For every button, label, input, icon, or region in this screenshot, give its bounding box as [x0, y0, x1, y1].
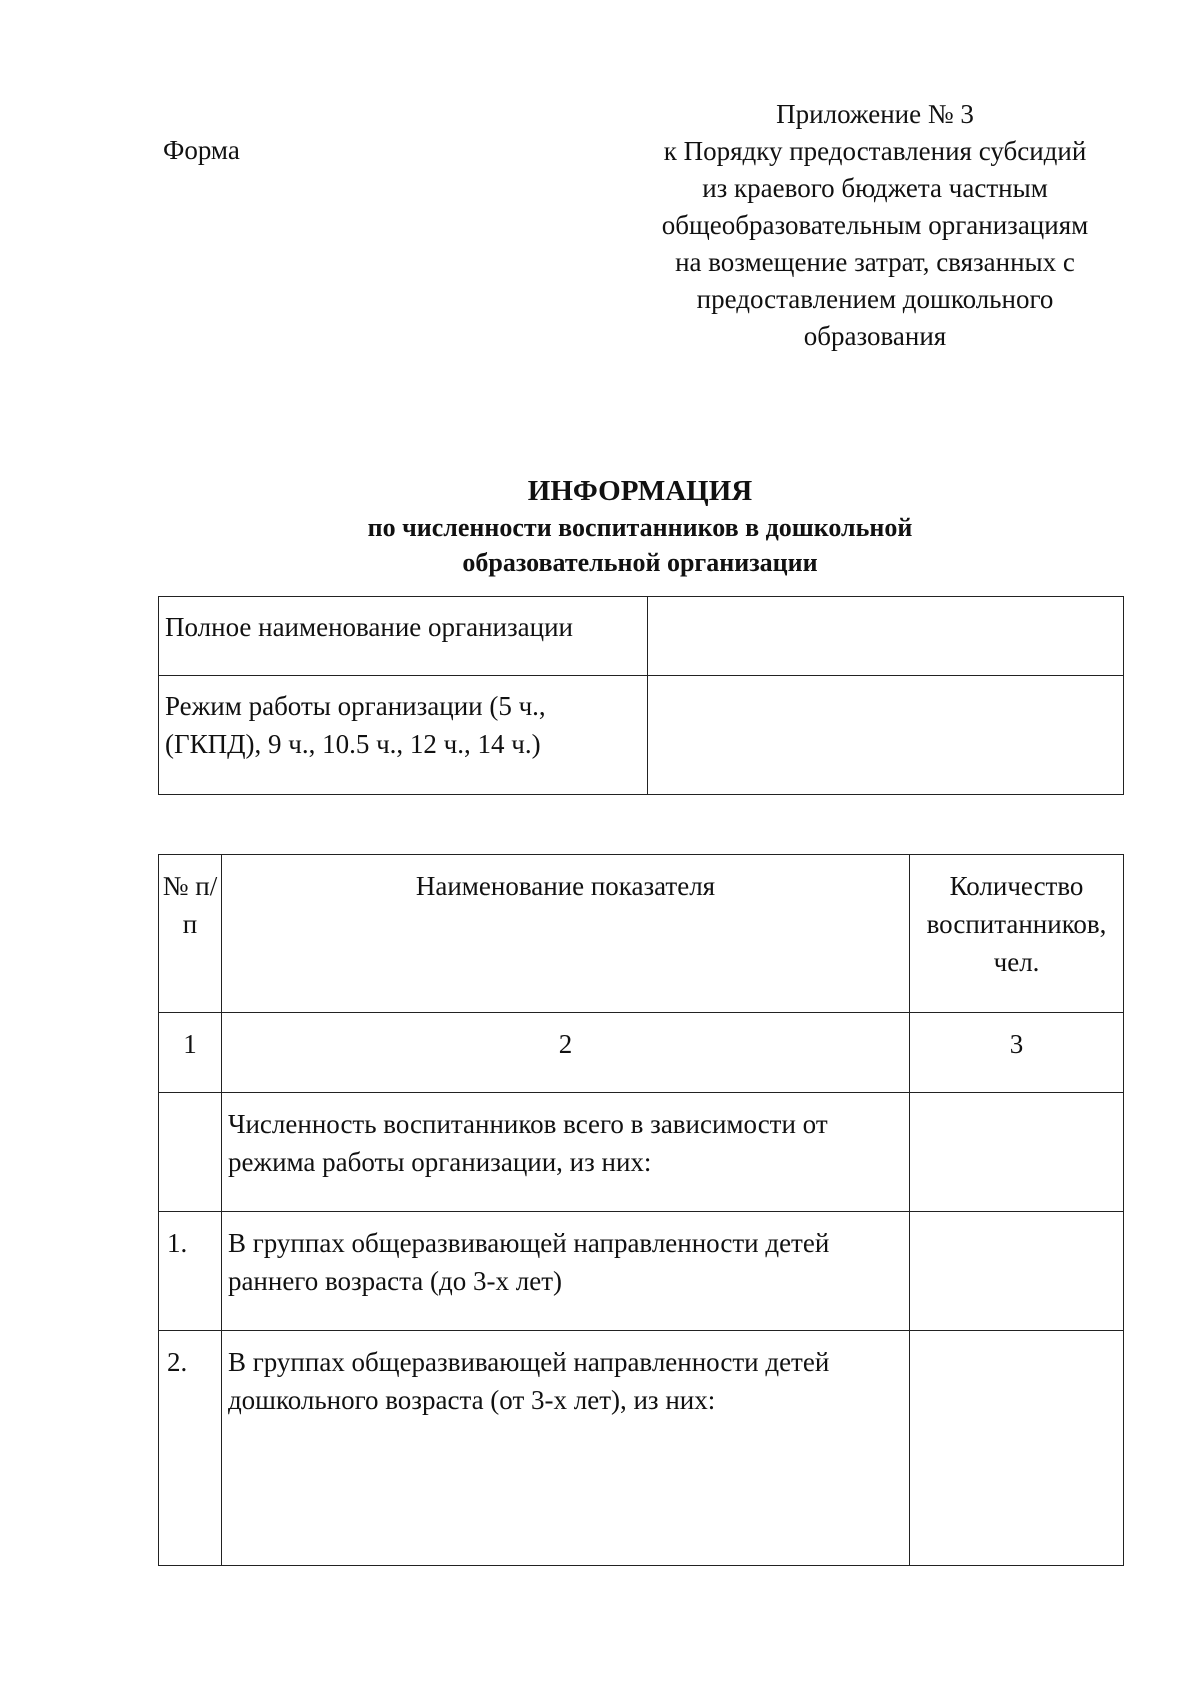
- header-indicator-name: Наименование показателя: [221, 855, 909, 1013]
- appendix-header: [640, 96, 1110, 355]
- row-indicator-name: Численность воспитанников всего в зависимости от режима работы организации, из них:: [221, 1093, 909, 1212]
- row-count-value[interactable]: [910, 1212, 1124, 1331]
- table-row: [159, 1093, 1124, 1212]
- org-mode-label: Режим работы организации (5 ч., (ГКПД), 9 ч., 10.5 ч., 12 ч., 14 ч.): [159, 676, 648, 795]
- header-pupils-count: Количество воспитанников, чел.: [910, 855, 1124, 1013]
- pupils-count-table: [158, 854, 1124, 1566]
- column-number: 2: [221, 1013, 909, 1093]
- row-number: 1.: [159, 1212, 222, 1331]
- org-name-value[interactable]: [648, 597, 1124, 676]
- appendix-line: общеобразовательным организациям: [661, 210, 1089, 240]
- form-label: Форма: [163, 135, 240, 165]
- appendix-line: к Порядку предоставления субсидий: [663, 136, 1087, 166]
- column-number: 1: [159, 1013, 222, 1093]
- row-count-value[interactable]: [910, 1331, 1124, 1566]
- org-mode-value[interactable]: [648, 676, 1124, 795]
- organization-info-table: [158, 596, 1124, 795]
- appendix-line: Приложение № 3: [776, 99, 974, 129]
- title-subtitle: по численности воспитанников в дошкольной образовательной организации: [367, 513, 913, 577]
- table-row: [159, 1331, 1124, 1566]
- table-row: [159, 1212, 1124, 1331]
- column-numbers-row: [159, 1013, 1124, 1093]
- table-header-row: [159, 855, 1124, 1013]
- column-number: 3: [910, 1013, 1124, 1093]
- appendix-line: предоставлением дошкольного: [696, 284, 1054, 314]
- appendix-line: образования: [803, 321, 947, 351]
- org-name-label: Полное наименование организации: [159, 597, 648, 676]
- row-indicator-name: В группах общеразвивающей направленности детей раннего возраста (до 3-х лет): [221, 1212, 909, 1331]
- row-count-value[interactable]: [910, 1093, 1124, 1212]
- table-row: [159, 676, 1124, 795]
- appendix-line: на возмещение затрат, связанных с: [675, 247, 1075, 277]
- title-main: ИНФОРМАЦИЯ: [527, 475, 753, 507]
- row-number: [159, 1093, 222, 1212]
- row-indicator-name: В группах общеразвивающей направленности детей дошкольного возраста (от 3-х лет), из них:: [221, 1331, 909, 1566]
- row-number: 2.: [159, 1331, 222, 1566]
- header-num: № п/п: [159, 855, 222, 1013]
- document-title: [160, 472, 1120, 580]
- table-row: [159, 597, 1124, 676]
- appendix-line: из краевого бюджета частным: [702, 173, 1048, 203]
